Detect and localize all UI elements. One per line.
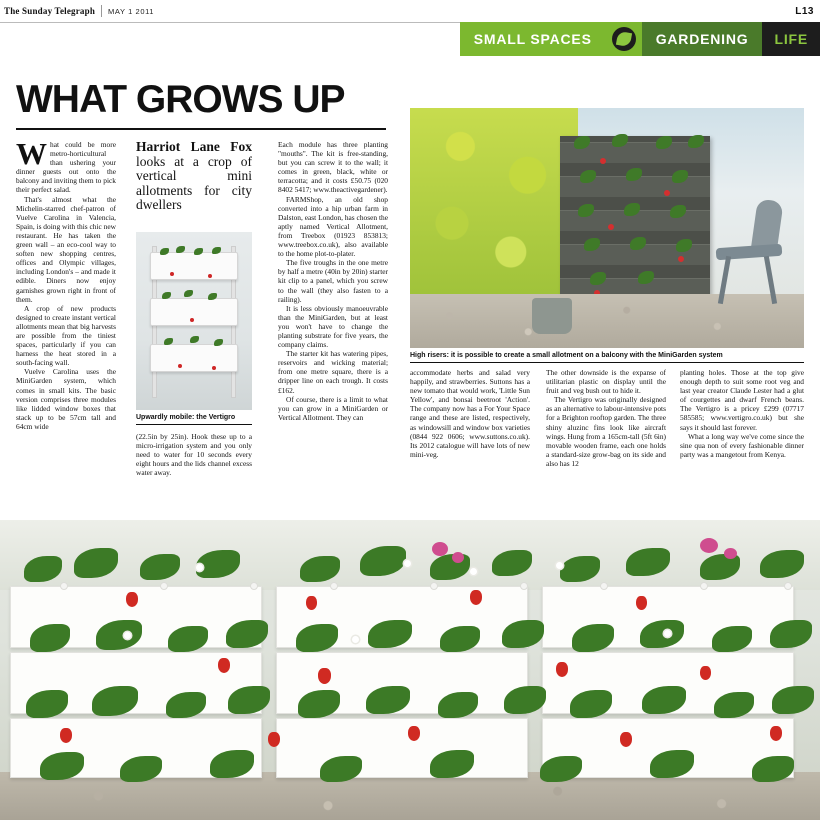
photo-vertigro — [136, 232, 252, 410]
article-column-5 — [546, 368, 666, 468]
headline-rule — [16, 128, 386, 130]
article-column-4 — [410, 368, 530, 459]
caption-top-photo: High risers: it is possible to create a small allotment on a balcony with the MiniGarden system — [410, 352, 723, 359]
article-column-3 — [278, 140, 388, 422]
publication-date: MAY 1 2011 — [108, 6, 155, 16]
article-column-2-text — [136, 432, 252, 477]
paragraph: It is less obviously manoeuvrable than the MiniGarden, but at least you won't have to change the planting substrate for five years, the company claims. — [278, 303, 388, 350]
tab-small-spaces[interactable]: SMALL SPACES — [460, 22, 606, 56]
paragraph: The five troughs in the one metre by half a metre (40in by 20in) starter kit clip to a panel, which you screw to the wall (they also fasten to a railing). — [278, 258, 388, 304]
paragraph: A crop of new products designed to create instant vertical allotments mean that big harvests are possible from the tiniest spaces, particularly if you can harness the heat stored in a south-facing wall. — [16, 303, 116, 368]
paragraph: FARMShop, an old shop converted into a hip urban farm in Dalston, east London, has chosen the aptly named Vertical Allotment, from Treebox (01923 853813; www.treebox.co.uk), also available to the home plot-to-plater. — [278, 194, 388, 259]
caption-vertigro: Upwardly mobile: the Vertigro — [136, 414, 236, 421]
drop-cap: W — [16, 136, 47, 171]
vertigro-planter-illustration — [150, 246, 236, 396]
paragraph: Vuelve Carolina uses the MiniGarden system, which comes in small kits. The basic version comprises three modules like lidded window boxes that stack up to be 57cm tall and 64cm wide — [16, 367, 116, 431]
caption-rule-top — [410, 362, 804, 363]
caption-rule — [136, 424, 252, 425]
tab-gardening[interactable]: GARDENING — [642, 22, 763, 56]
paragraph: The starter kit has watering pipes, reservoirs and wicking material; from one metre square, there is a dripper line on each trough. It costs £162. — [278, 349, 388, 395]
paragraph: hat could be more metro-horticultural than ushering your dinner guests out onto the balcony and inviting them to pick their perfect salad. — [16, 140, 116, 195]
page-folio: L13 — [795, 5, 814, 17]
leaf-icon — [612, 27, 636, 51]
article-column-1 — [16, 136, 116, 431]
section-tabs — [460, 22, 820, 56]
balcony-chair — [716, 204, 788, 308]
paragraph: That's almost what the Michelin-starred chef-patron of Vuelve Carolina in Valencia, Spain, is doing with this chic new restaurant. He has taken the green wall – an eco-cool way to soften new shopping centres, offices and Olympic villages, including London's – and made it edible. Diners now enjoy garnishes grown right in front of them. — [16, 194, 116, 304]
standfirst-text: looks at a crop of vertical mini allotments for city dwellers — [136, 153, 252, 212]
paragraph: The other downside is the expanse of utilitarian plastic on display until the fruit and veg bush out to hide it. — [546, 368, 666, 396]
article-column-6 — [680, 368, 804, 459]
paragraph: Each module has three planting "mouths". The kit is free-standing, but you can screw it to the wall; it comes in green, black, white or terracotta; and it costs £50.75 (020 8402 5417; www.theactivegardener). — [278, 140, 388, 195]
publication-title: The Sunday Telegraph — [4, 6, 96, 16]
tab-leaf-logo — [606, 22, 642, 56]
green-wall-foliage — [410, 108, 578, 300]
paragraph: accommodate herbs and salad very happily, and strawberries. Suttons has a new tomato that would work, 'Little Sun Yellow', and bonsai beetroot 'Action'. The company now has a For Your Space range and these are listed, respectively, as windowsill and window box varieties (0844 922 0606; www.suttons.co.uk). Its 2012 catalogue will have lots of new mini-veg. — [410, 368, 530, 459]
article-column-2 — [136, 140, 252, 213]
page-title: WHAT GROWS UP — [16, 78, 345, 121]
paragraph: Of course, there is a limit to what you can grow in a MiniGarden or Vertical Allotment. They can — [278, 394, 388, 422]
byline: Harriot Lane Fox — [136, 139, 252, 154]
standfirst — [136, 140, 252, 213]
masthead-divider — [101, 5, 102, 17]
plant-pot — [532, 298, 572, 334]
back-wall — [0, 520, 820, 590]
photo-strawberry-wall — [0, 520, 820, 820]
paragraph: What a long way we've come since the sine qua non of every fashionable dinner party was a mangetout from Kenya. — [680, 431, 804, 459]
tab-life[interactable]: LIFE — [762, 22, 820, 56]
photo-balcony-allotment — [410, 108, 804, 348]
minigarden-panel — [560, 136, 710, 312]
masthead — [0, 0, 820, 23]
paragraph: planting holes. Those at the top give enough depth to suit some root veg and last year creator Claude Lester had a glut of courgettes and dwarf French beans. The Vertigro is a pricey £299 (07717 585585; www.vertigro.co.uk) but she says it should last forever. — [680, 368, 804, 432]
planter-box — [276, 718, 528, 778]
paragraph: The Vertigro was originally designed as an alternative to labour-intensive pots for a Brighton rooftop garden. The three shiny aluzinc fins look like aircraft wings. Hung from a 165cm-tall (5ft 6in) movable wooden frame, each one holds a standard-size grow-bag on its side and also has 12 — [546, 395, 666, 468]
photo-gutter — [0, 508, 820, 520]
paragraph: (22.5in by 25in). Hook these up to a micro-irrigation system and you only need to water for 10 seconds every eight hours and the lids channel excess water away. — [136, 432, 252, 478]
